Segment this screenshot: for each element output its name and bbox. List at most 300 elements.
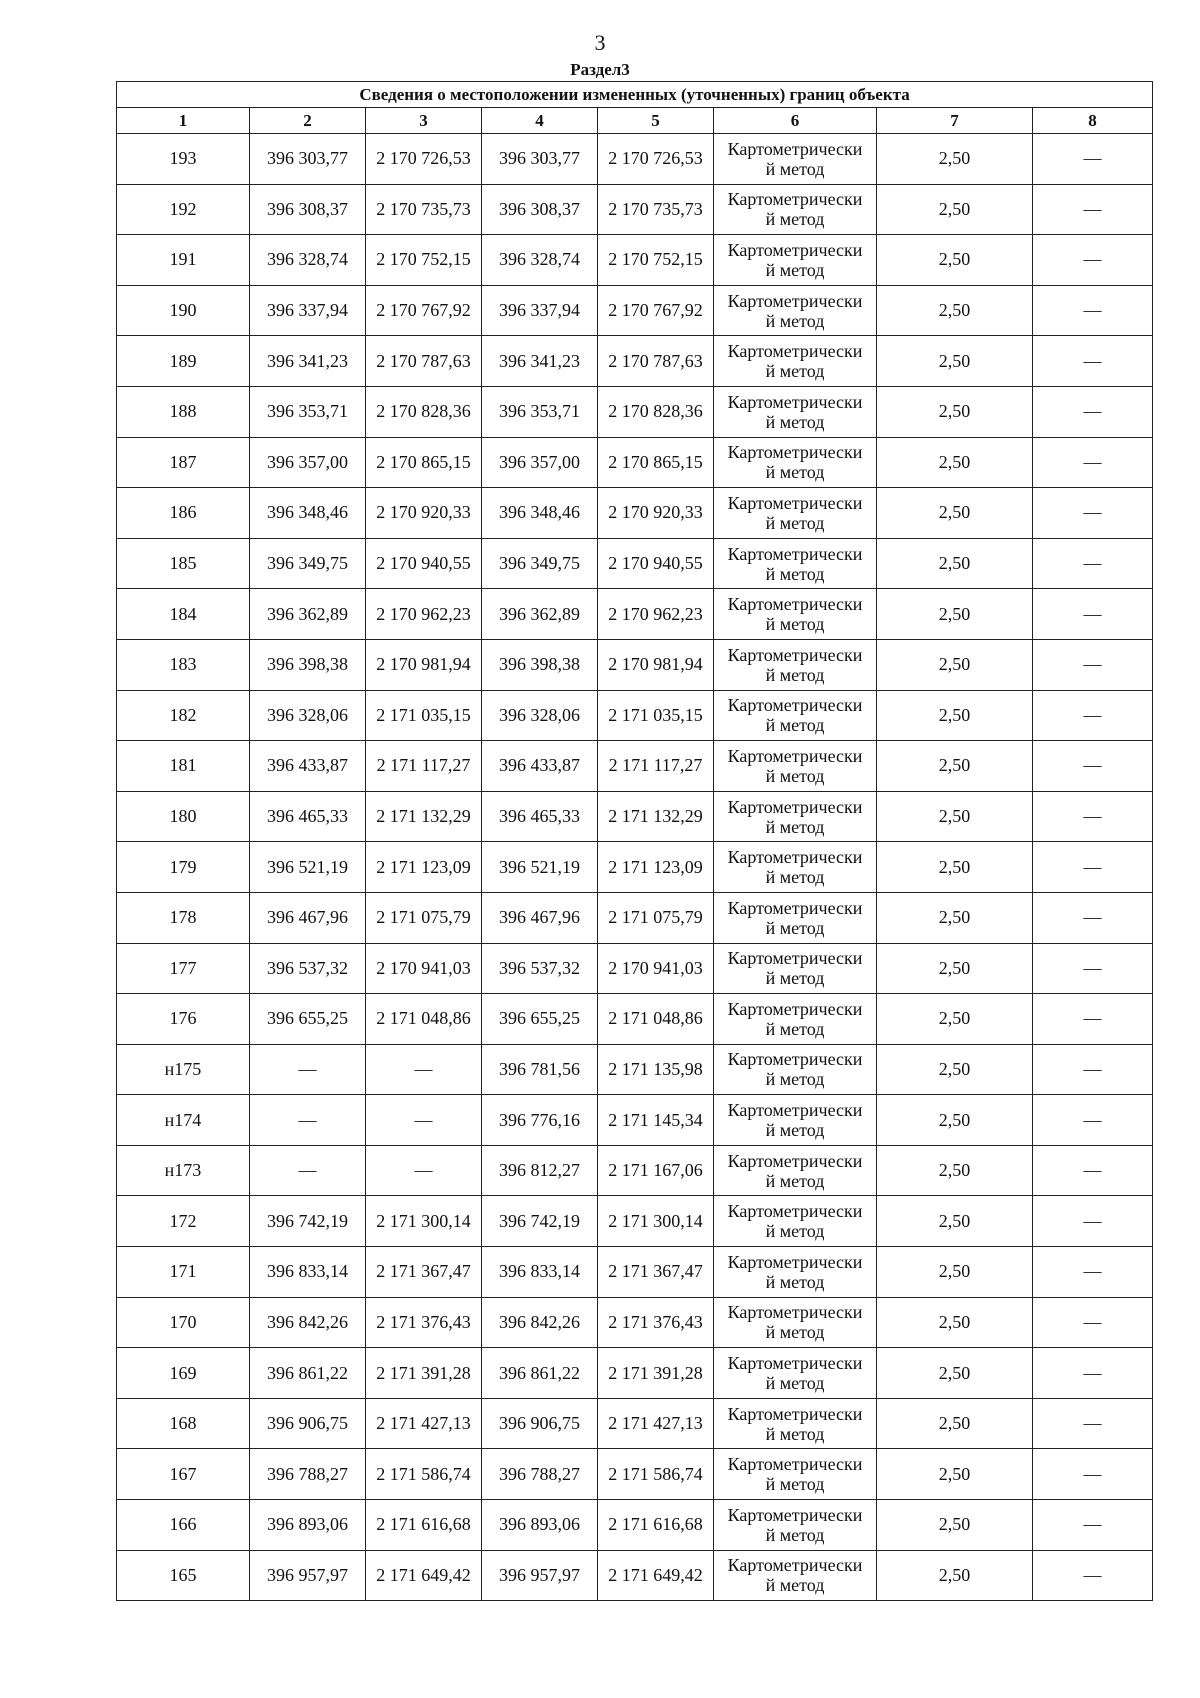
method-text-line: Картометрически <box>727 1454 863 1475</box>
method-text-line: Картометрически <box>727 138 863 159</box>
table-row <box>117 994 1153 1045</box>
table-cell: 396 328,06 <box>250 690 366 741</box>
table-cell: — <box>1033 639 1153 690</box>
table-cell: 2,50 <box>877 285 1033 336</box>
method-cell <box>714 437 877 488</box>
method-cell <box>714 892 877 943</box>
method-text-line: й метод <box>765 209 825 230</box>
method-cell <box>714 1348 877 1399</box>
method-text-line: й метод <box>765 1423 825 1444</box>
method-cell <box>714 589 877 640</box>
table-cell: — <box>1033 1500 1153 1551</box>
method-cell <box>714 1095 877 1146</box>
table-cell: 396 788,27 <box>250 1449 366 1500</box>
table-cell: 2,50 <box>877 943 1033 994</box>
table-cell: 2 171 132,29 <box>598 791 714 842</box>
table-cell: 2,50 <box>877 488 1033 539</box>
table-cell: 2,50 <box>877 336 1033 387</box>
table-cell: 2 171 376,43 <box>598 1297 714 1348</box>
method-text-line: й метод <box>765 361 825 382</box>
table-cell: 2 171 167,06 <box>598 1145 714 1196</box>
method-text-line: Картометрически <box>727 442 863 463</box>
method-cell <box>714 184 877 235</box>
table-cell: 396 303,77 <box>250 134 366 185</box>
table-row <box>117 892 1153 943</box>
table-row <box>117 1044 1153 1095</box>
method-cell <box>714 1145 877 1196</box>
method-cell <box>714 386 877 437</box>
table-cell: 2,50 <box>877 994 1033 1045</box>
coordinates-table <box>116 81 1153 1601</box>
table-cell: 2 171 586,74 <box>598 1449 714 1500</box>
table-cell: 396 349,75 <box>250 538 366 589</box>
table-cell: 2 170 941,03 <box>598 943 714 994</box>
table-cell: 2 171 586,74 <box>366 1449 482 1500</box>
table-cell: 2,50 <box>877 386 1033 437</box>
table-cell: 396 362,89 <box>482 589 598 640</box>
method-text-line: Картометрически <box>727 391 863 412</box>
method-cell <box>714 336 877 387</box>
table-cell: 2 170 920,33 <box>598 488 714 539</box>
table-cell: 396 861,22 <box>482 1348 598 1399</box>
method-text-line: Картометрически <box>727 1504 863 1525</box>
method-text-line: Картометрически <box>727 594 863 615</box>
method-text-line: й метод <box>765 614 825 635</box>
column-number: 3 <box>366 108 482 134</box>
method-text-line: Картометрически <box>727 1302 863 1323</box>
method-text-line: Картометрически <box>727 745 863 766</box>
table-cell: 2,50 <box>877 1398 1033 1449</box>
table-cell: 396 308,37 <box>250 184 366 235</box>
table-cell: 186 <box>117 488 250 539</box>
table-cell: — <box>1033 690 1153 741</box>
table-cell: 2,50 <box>877 1196 1033 1247</box>
table-cell: 2 171 117,27 <box>598 741 714 792</box>
table-cell: 396 655,25 <box>250 994 366 1045</box>
method-cell <box>714 1398 877 1449</box>
table-cell: н175 <box>117 1044 250 1095</box>
method-text-line: Картометрически <box>727 998 863 1019</box>
table-row <box>117 184 1153 235</box>
table-cell: — <box>1033 1398 1153 1449</box>
column-number: 4 <box>482 108 598 134</box>
table-cell: 2,50 <box>877 1500 1033 1551</box>
table-row <box>117 1145 1153 1196</box>
table-cell: 396 537,32 <box>482 943 598 994</box>
table-row <box>117 639 1153 690</box>
method-text-line: Картометрически <box>727 239 863 260</box>
method-text-line: Картометрически <box>727 1555 863 1576</box>
method-cell <box>714 1297 877 1348</box>
table-cell: 190 <box>117 285 250 336</box>
table-cell: 396 537,32 <box>250 943 366 994</box>
table-cell: — <box>1033 741 1153 792</box>
table-cell: 2,50 <box>877 791 1033 842</box>
table-cell: 2 170 940,55 <box>598 538 714 589</box>
table-cell: 169 <box>117 1348 250 1399</box>
table-cell: 2,50 <box>877 1145 1033 1196</box>
table-cell: 2 171 123,09 <box>598 842 714 893</box>
table-cell: 2,50 <box>877 1044 1033 1095</box>
method-text-line: Картометрически <box>727 189 863 210</box>
table-cell: 2 171 300,14 <box>598 1196 714 1247</box>
column-number: 8 <box>1033 108 1153 134</box>
table-cell: 396 861,22 <box>250 1348 366 1399</box>
table-cell: — <box>1033 386 1153 437</box>
table-cell: 182 <box>117 690 250 741</box>
table-row <box>117 336 1153 387</box>
table-row <box>117 1247 1153 1298</box>
method-text-line: й метод <box>765 259 825 280</box>
table-cell: 2,50 <box>877 1449 1033 1500</box>
table-cell: 396 776,16 <box>482 1095 598 1146</box>
method-text-line: й метод <box>765 1069 825 1090</box>
table-cell: 396 349,75 <box>482 538 598 589</box>
method-text-line: й метод <box>765 1575 825 1596</box>
table-cell: 2 170 828,36 <box>598 386 714 437</box>
table-row <box>117 1348 1153 1399</box>
table-cell: 2,50 <box>877 741 1033 792</box>
table-cell: 396 521,19 <box>250 842 366 893</box>
table-cell: — <box>1033 1550 1153 1601</box>
table-cell: 2 171 048,86 <box>598 994 714 1045</box>
method-text-line: й метод <box>765 563 825 584</box>
table-cell: — <box>1033 892 1153 943</box>
table-cell: 396 467,96 <box>482 892 598 943</box>
method-cell <box>714 285 877 336</box>
table-cell: 396 906,75 <box>482 1398 598 1449</box>
table-cell: 167 <box>117 1449 250 1500</box>
table-row <box>117 437 1153 488</box>
table-cell: 2 170 735,73 <box>598 184 714 235</box>
method-cell <box>714 538 877 589</box>
table-cell: 2,50 <box>877 1297 1033 1348</box>
table-cell: — <box>1033 589 1153 640</box>
table-cell: 2 170 981,94 <box>598 639 714 690</box>
table-cell: 166 <box>117 1500 250 1551</box>
method-text-line: Картометрически <box>727 1353 863 1374</box>
table-cell: — <box>1033 1297 1153 1348</box>
method-cell <box>714 1247 877 1298</box>
method-text-line: й метод <box>765 310 825 331</box>
table-row <box>117 488 1153 539</box>
table-cell: 188 <box>117 386 250 437</box>
table-cell: 2 171 427,13 <box>598 1398 714 1449</box>
table-cell: 2,50 <box>877 134 1033 185</box>
table-cell: 180 <box>117 791 250 842</box>
method-text-line: Картометрически <box>727 796 863 817</box>
table-cell: 178 <box>117 892 250 943</box>
method-text-line: Картометрически <box>727 1049 863 1070</box>
table-cell: 2 171 616,68 <box>366 1500 482 1551</box>
method-text-line: й метод <box>765 867 825 888</box>
table-cell: 396 742,19 <box>482 1196 598 1247</box>
method-text-line: Картометрически <box>727 290 863 311</box>
table-cell: 2 171 300,14 <box>366 1196 482 1247</box>
table-cell: 2 170 787,63 <box>598 336 714 387</box>
method-text-line: Картометрически <box>727 897 863 918</box>
table-cell: 2 170 940,55 <box>366 538 482 589</box>
table-cell: — <box>1033 285 1153 336</box>
table-cell: 187 <box>117 437 250 488</box>
table-cell: 396 398,38 <box>482 639 598 690</box>
method-cell <box>714 639 877 690</box>
table-cell: 2 170 941,03 <box>366 943 482 994</box>
method-text-line: й метод <box>765 1373 825 1394</box>
section-title: Раздел3 <box>570 60 630 79</box>
table-cell: 396 353,71 <box>482 386 598 437</box>
table-cell: 2 171 391,28 <box>366 1348 482 1399</box>
table-cell: 396 341,23 <box>250 336 366 387</box>
table-cell: 2,50 <box>877 1247 1033 1298</box>
method-cell <box>714 1500 877 1551</box>
column-number: 2 <box>250 108 366 134</box>
table-cell: 2,50 <box>877 184 1033 235</box>
method-text-line: й метод <box>765 1474 825 1495</box>
table-cell: 2,50 <box>877 639 1033 690</box>
table-cell: 2 171 075,79 <box>598 892 714 943</box>
table-cell: 2,50 <box>877 690 1033 741</box>
table-cell: — <box>1033 791 1153 842</box>
table-cell: — <box>1033 943 1153 994</box>
table-cell: 2,50 <box>877 1095 1033 1146</box>
method-text-line: Картометрически <box>727 1403 863 1424</box>
method-text-line: й метод <box>765 664 825 685</box>
table-cell: 396 328,74 <box>482 235 598 286</box>
table-cell: 396 465,33 <box>250 791 366 842</box>
table-cell: 2 171 117,27 <box>366 741 482 792</box>
table-cell: 2 171 145,34 <box>598 1095 714 1146</box>
column-number: 7 <box>877 108 1033 134</box>
table-cell: 165 <box>117 1550 250 1601</box>
table-cell: 396 303,77 <box>482 134 598 185</box>
table-cell: 396 308,37 <box>482 184 598 235</box>
method-text-line: Картометрически <box>727 341 863 362</box>
column-number: 6 <box>714 108 877 134</box>
table-cell: — <box>1033 842 1153 893</box>
table-cell: — <box>366 1095 482 1146</box>
table-cell: 168 <box>117 1398 250 1449</box>
table-cell: 396 328,74 <box>250 235 366 286</box>
method-cell <box>714 994 877 1045</box>
table-cell: 2 170 767,92 <box>598 285 714 336</box>
table-row <box>117 791 1153 842</box>
method-cell <box>714 842 877 893</box>
method-text-line: й метод <box>765 512 825 533</box>
method-cell <box>714 134 877 185</box>
table-cell: — <box>1033 538 1153 589</box>
method-text-line: Картометрически <box>727 492 863 513</box>
table-cell: 396 812,27 <box>482 1145 598 1196</box>
table-cell: 396 833,14 <box>482 1247 598 1298</box>
table-cell: 396 362,89 <box>250 589 366 640</box>
table-cell: 2 171 649,42 <box>366 1550 482 1601</box>
table-cell: — <box>1033 488 1153 539</box>
table-cell: 185 <box>117 538 250 589</box>
method-text-line: й метод <box>765 1018 825 1039</box>
table-cell: 396 341,23 <box>482 336 598 387</box>
table-row <box>117 1500 1153 1551</box>
table-cell: 396 957,97 <box>482 1550 598 1601</box>
table-cell: 396 893,06 <box>250 1500 366 1551</box>
table-cell: 396 398,38 <box>250 639 366 690</box>
table-cell: 2 170 865,15 <box>366 437 482 488</box>
table-caption: Сведения о местоположении измененных (уточненных) границ объекта <box>117 82 1153 108</box>
table-cell: 396 465,33 <box>482 791 598 842</box>
table-cell: 396 957,97 <box>250 1550 366 1601</box>
table-cell: 396 842,26 <box>482 1297 598 1348</box>
table-cell: 2 171 427,13 <box>366 1398 482 1449</box>
table-cell: — <box>1033 1348 1153 1399</box>
method-cell <box>714 943 877 994</box>
table-cell: — <box>250 1095 366 1146</box>
method-cell <box>714 235 877 286</box>
page-number: 3 <box>594 30 606 55</box>
table-row <box>117 1398 1153 1449</box>
method-cell <box>714 741 877 792</box>
table-cell: 396 433,87 <box>482 741 598 792</box>
table-cell: 2 170 752,15 <box>366 235 482 286</box>
method-cell <box>714 1550 877 1601</box>
table-cell: 2 171 649,42 <box>598 1550 714 1601</box>
table-cell: 396 893,06 <box>482 1500 598 1551</box>
table-cell: 2,50 <box>877 538 1033 589</box>
table-row <box>117 1196 1153 1247</box>
method-text-line: й метод <box>765 158 825 179</box>
method-text-line: й метод <box>765 765 825 786</box>
table-cell: 2 170 767,92 <box>366 285 482 336</box>
method-text-line: Картометрически <box>727 1150 863 1171</box>
table-cell: 189 <box>117 336 250 387</box>
table-cell: 2,50 <box>877 589 1033 640</box>
table-row <box>117 134 1153 185</box>
method-text-line: й метод <box>765 1221 825 1242</box>
table-cell: 172 <box>117 1196 250 1247</box>
table-cell: 2 171 035,15 <box>366 690 482 741</box>
method-text-line: Картометрически <box>727 644 863 665</box>
table-cell: 171 <box>117 1247 250 1298</box>
method-text-line: й метод <box>765 1524 825 1545</box>
table-cell: 2 171 035,15 <box>598 690 714 741</box>
table-cell: 396 521,19 <box>482 842 598 893</box>
method-text-line: й метод <box>765 411 825 432</box>
table-cell: — <box>366 1145 482 1196</box>
method-text-line: й метод <box>765 816 825 837</box>
table-cell: — <box>1033 1247 1153 1298</box>
table-cell: — <box>366 1044 482 1095</box>
table-cell: 2 171 616,68 <box>598 1500 714 1551</box>
table-cell: 2 171 048,86 <box>366 994 482 1045</box>
method-cell <box>714 1044 877 1095</box>
table-cell: — <box>1033 134 1153 185</box>
table-cell: — <box>1033 437 1153 488</box>
column-number: 1 <box>117 108 250 134</box>
table-cell: 2 170 735,73 <box>366 184 482 235</box>
table-row <box>117 690 1153 741</box>
method-cell <box>714 1449 877 1500</box>
method-text-line: й метод <box>765 715 825 736</box>
table-cell: 170 <box>117 1297 250 1348</box>
method-text-line: й метод <box>765 1271 825 1292</box>
table-cell: 396 788,27 <box>482 1449 598 1500</box>
table-row <box>117 1297 1153 1348</box>
method-cell <box>714 1196 877 1247</box>
table-row <box>117 285 1153 336</box>
table-cell: 396 906,75 <box>250 1398 366 1449</box>
table-cell: 2 171 367,47 <box>598 1247 714 1298</box>
table-cell: — <box>1033 1145 1153 1196</box>
method-text-line: й метод <box>765 1322 825 1343</box>
table-cell: 2 171 376,43 <box>366 1297 482 1348</box>
table-row <box>117 386 1153 437</box>
table-cell: 2 171 135,98 <box>598 1044 714 1095</box>
method-text-line: Картометрически <box>727 847 863 868</box>
table-cell: н173 <box>117 1145 250 1196</box>
method-text-line: й метод <box>765 1120 825 1141</box>
table-cell: — <box>1033 184 1153 235</box>
table-cell: н174 <box>117 1095 250 1146</box>
table-cell: 396 357,00 <box>482 437 598 488</box>
table-cell: 2,50 <box>877 842 1033 893</box>
method-cell <box>714 488 877 539</box>
table-cell: 184 <box>117 589 250 640</box>
table-cell: — <box>1033 336 1153 387</box>
table-cell: — <box>1033 1196 1153 1247</box>
column-number: 5 <box>598 108 714 134</box>
table-cell: 2 170 787,63 <box>366 336 482 387</box>
method-text-line: Картометрически <box>727 948 863 969</box>
table-cell: 2 170 828,36 <box>366 386 482 437</box>
table-cell: 192 <box>117 184 250 235</box>
table-cell: 396 328,06 <box>482 690 598 741</box>
table-row <box>117 741 1153 792</box>
table-cell: 2 170 920,33 <box>366 488 482 539</box>
table-cell: 2 170 865,15 <box>598 437 714 488</box>
table-cell: — <box>1033 235 1153 286</box>
table-cell: 2 171 367,47 <box>366 1247 482 1298</box>
table-row <box>117 1449 1153 1500</box>
table-cell: 396 655,25 <box>482 994 598 1045</box>
table-row <box>117 1095 1153 1146</box>
table-cell: 176 <box>117 994 250 1045</box>
table-cell: 179 <box>117 842 250 893</box>
table-cell: 177 <box>117 943 250 994</box>
table-row <box>117 943 1153 994</box>
table-cell: 396 337,94 <box>482 285 598 336</box>
method-text-line: Картометрически <box>727 1100 863 1121</box>
method-text-line: Картометрически <box>727 543 863 564</box>
method-text-line: Картометрически <box>727 1251 863 1272</box>
table-cell: — <box>250 1145 366 1196</box>
table-cell: 2 171 075,79 <box>366 892 482 943</box>
table-cell: 2,50 <box>877 892 1033 943</box>
method-text-line: й метод <box>765 462 825 483</box>
table-cell: 193 <box>117 134 250 185</box>
table-cell: 2 170 726,53 <box>366 134 482 185</box>
method-text-line: й метод <box>765 1170 825 1191</box>
table-cell: 396 433,87 <box>250 741 366 792</box>
column-number-row <box>117 108 1153 134</box>
table-cell: 2 170 981,94 <box>366 639 482 690</box>
table-cell: 396 357,00 <box>250 437 366 488</box>
table-row <box>117 235 1153 286</box>
table-row <box>117 842 1153 893</box>
table-cell: 2,50 <box>877 1550 1033 1601</box>
table-cell: — <box>250 1044 366 1095</box>
table-cell: 191 <box>117 235 250 286</box>
table-cell: 396 348,46 <box>250 488 366 539</box>
table-cell: 2 170 962,23 <box>598 589 714 640</box>
